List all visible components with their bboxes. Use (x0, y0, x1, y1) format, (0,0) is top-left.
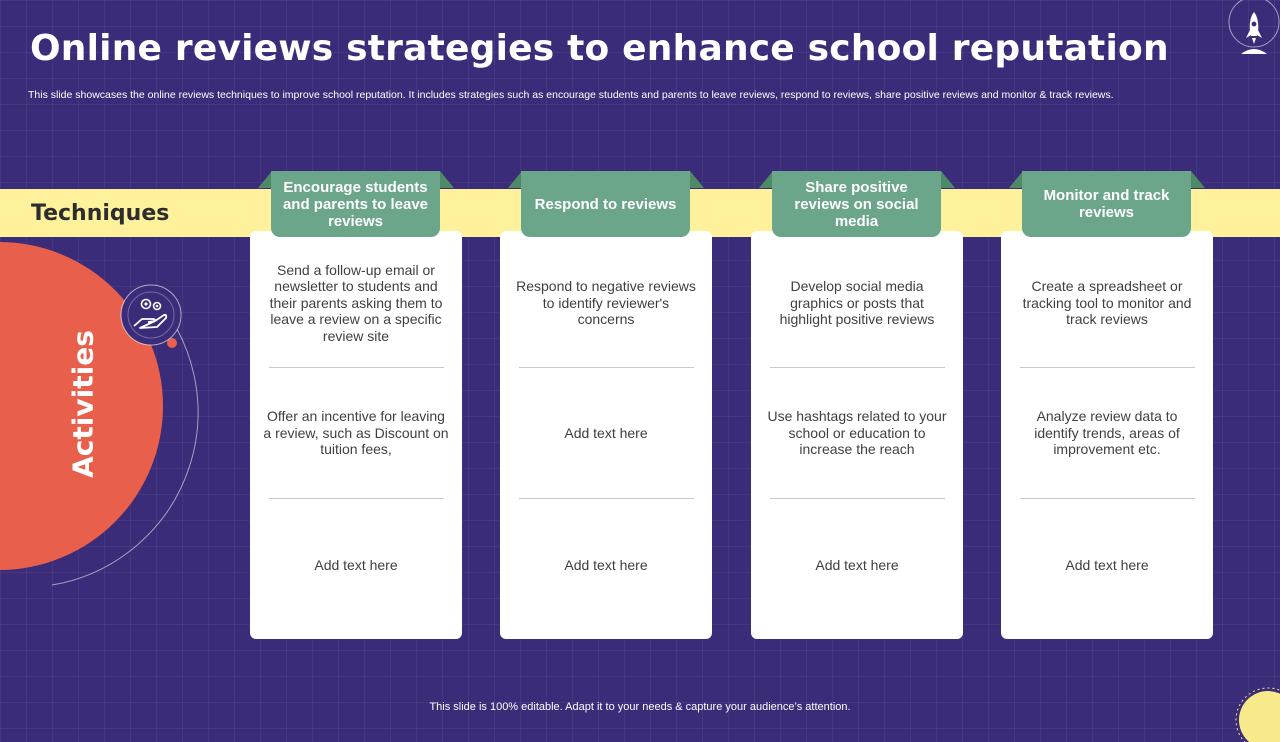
activity-cell: Add text here (314, 556, 398, 573)
technique-tab-1: Encourage students and parents to leave reviews (271, 171, 440, 237)
divider (519, 498, 694, 499)
activity-cell: Add text here (1065, 556, 1149, 573)
divider (770, 498, 945, 499)
activity-cell: Add text here (564, 424, 648, 441)
activity-card-4 (1001, 231, 1213, 639)
activity-cell: Respond to negative reviews to identify reviewer's concerns (516, 278, 696, 328)
divider (770, 367, 945, 368)
activity-cell: Create a spreadsheet or tracking tool to monitor and track reviews (1022, 278, 1192, 328)
divider (269, 367, 444, 368)
activity-card-1 (250, 231, 462, 639)
activity-cell: Offer an incentive for leaving a review, such as Discount on tuition fees, (263, 408, 449, 458)
activity-cell: Use hashtags related to your school or education to increase the reach (767, 408, 947, 458)
divider (269, 498, 444, 499)
activity-cell: Send a follow-up email or newsletter to students and their parents asking them to leave a review on a specific review site (269, 261, 443, 344)
activities-label: Activities (66, 330, 100, 478)
divider (1020, 367, 1195, 368)
rocket-icon (1228, 0, 1280, 60)
technique-tab-2: Respond to reviews (521, 171, 690, 237)
technique-tab-3: Share positive reviews on social media (772, 171, 941, 237)
gear-hand-icon (120, 284, 182, 346)
activity-card-2 (500, 231, 712, 639)
divider (519, 367, 694, 368)
corner-decoration (1234, 686, 1280, 742)
slide-subtitle: This slide showcases the online reviews techniques to improve school reputation. It includes strategies such as encourage students and parents to leave reviews, respond to reviews, share positive reviews and monitor & track reviews. (28, 89, 1114, 101)
slide-title: Online reviews strategies to enhance school reputation (30, 28, 1169, 69)
activity-cell: Add text here (564, 556, 648, 573)
activity-cell: Develop social media graphics or posts that highlight positive reviews (779, 278, 935, 328)
divider (1020, 498, 1195, 499)
activity-cell: Add text here (815, 556, 899, 573)
technique-tab-4: Monitor and track reviews (1022, 171, 1191, 237)
techniques-label: Techniques (31, 201, 170, 226)
activity-card-3 (751, 231, 963, 639)
activity-cell: Analyze review data to identify trends, areas of improvement etc. (1034, 408, 1180, 458)
footer-note: This slide is 100% editable. Adapt it to your needs & capture your audience’s attention. (429, 701, 851, 713)
